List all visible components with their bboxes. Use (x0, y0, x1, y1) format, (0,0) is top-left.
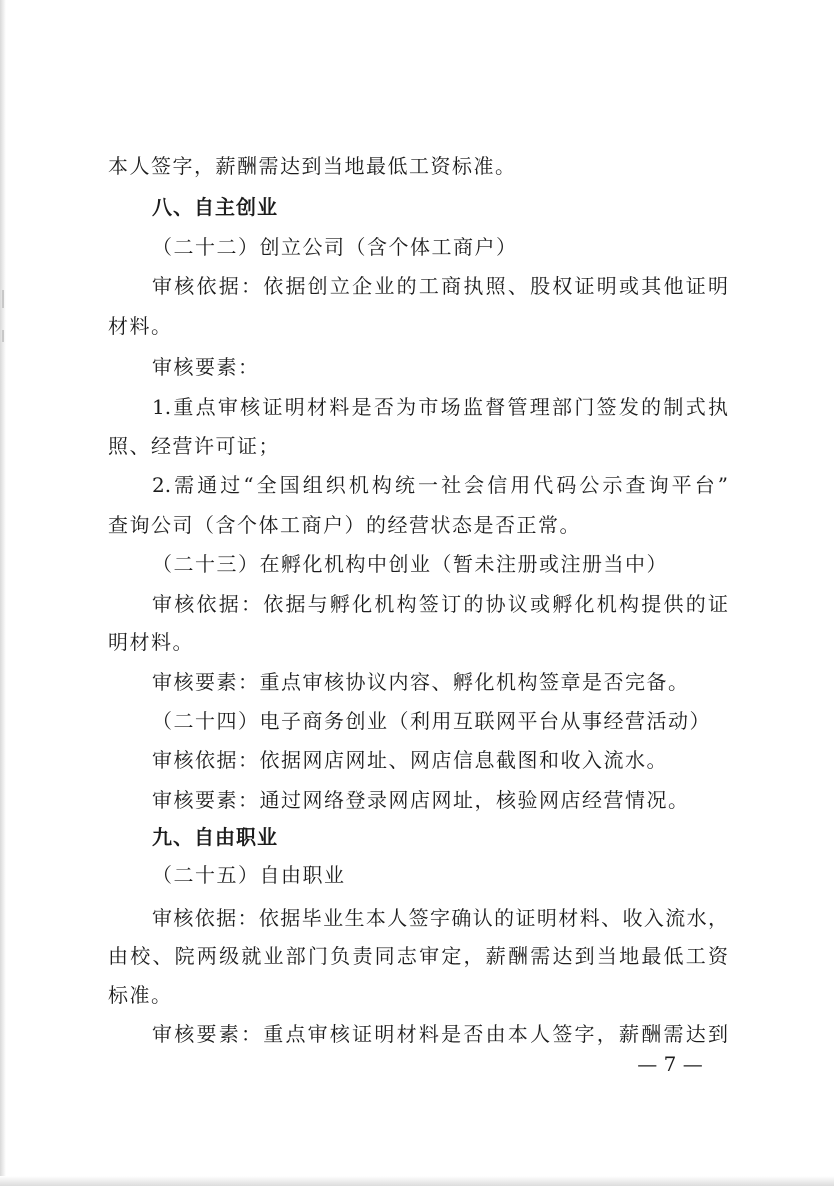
body-line: 1.重点审核证明材料是否为市场监督管理部门签发的制式执 (152, 395, 728, 419)
body-line: 明材料。 (108, 630, 194, 654)
body-line: 查询公司（含个体工商户）的经营状态是否正常。 (108, 513, 581, 537)
body-line: 由校、院两级就业部门负责同志审定，薪酬需达到当地最低工资 (108, 944, 728, 968)
body-line: 本人签字，薪酬需达到当地最低工资标准。 (108, 154, 517, 178)
subsection-heading: （二十二）创立公司（含个体工商户） (152, 235, 518, 259)
body-line: 审核要素： (152, 355, 260, 379)
body-line: 审核要素：重点审核协议内容、孵化机构签章是否完备。 (152, 670, 690, 694)
body-line: 审核依据：依据创立企业的工商执照、股权证明或其他证明 (152, 274, 728, 298)
body-line: 材料。 (108, 314, 173, 338)
subsection-heading: （二十四）电子商务创业（利用互联网平台从事经营活动） (152, 709, 711, 733)
subsection-heading: （二十五）自由职业 (152, 863, 346, 887)
body-line: 审核依据：依据毕业生本人签字确认的证明材料、收入流水， (152, 906, 728, 930)
body-line: 审核依据：依据与孵化机构签订的协议或孵化机构提供的证 (152, 592, 728, 616)
section-heading-self-employment: 八、自主创业 (152, 195, 278, 219)
scan-left-edge (0, 0, 6, 1186)
body-line: 照、经营许可证； (108, 434, 280, 458)
page-number: — 7 — (637, 1052, 703, 1076)
body-line: 2.需通过“全国组织机构统一社会信用代码公示查询平台” (152, 473, 728, 497)
scan-speck (2, 330, 4, 342)
subsection-heading: （二十三）在孵化机构中创业（暂未注册或注册当中） (152, 552, 668, 576)
body-line: 标准。 (108, 983, 173, 1007)
scan-speck (2, 290, 4, 308)
section-heading-freelance: 九、自由职业 (152, 825, 278, 849)
body-line: 审核要素：通过网络登录网店网址，核验网店经营情况。 (152, 788, 690, 812)
scan-bottom-edge (0, 1176, 834, 1186)
body-line: 审核依据：依据网店网址、网店信息截图和收入流水。 (152, 748, 668, 772)
body-line: 审核要素：重点审核证明材料是否由本人签字，薪酬需达到 (152, 1022, 728, 1046)
